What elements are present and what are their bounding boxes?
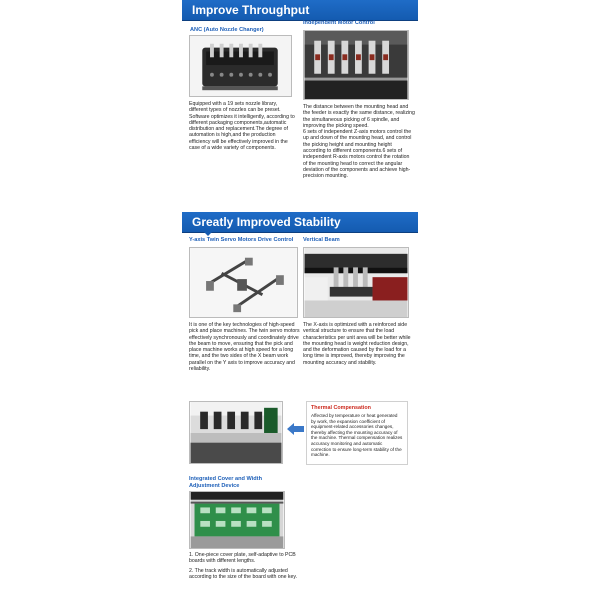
motor-control-image bbox=[303, 30, 409, 100]
thermal-compensation-callout bbox=[306, 401, 408, 465]
y-axis-description: It is one of the key technologies of high-speed pick and place machines. The twin servo motors effectively synchronously and coordinately drive the beam to move, ensuring that the pick and place machine works at high speed for a long time, and the two sides of the X beam work parallel on the Y axis to improve accuracy and reliability. bbox=[189, 322, 300, 373]
y-axis-image bbox=[189, 247, 298, 318]
vertical-beam-description: The X-axis is optimized with a reinforced side vertical structure to ensure that the load characteristics per unit area will be better while the mounting head is weight reduction design, and the deformation caused by the load for a long time is improved, thereby improving the mounting accuracy and stability. bbox=[303, 322, 411, 366]
content-column bbox=[182, 0, 418, 600]
motor-control-description: The distance between the mounting head and the feeder is exactly the same distance, realizing the simultaneous picking of 6 spindle, and improving the picking speed. 6 sets of independent Z-axis motors control the up and down of the mounting head, and control the picking height and mounting height according to different components.6 sets of independent R-axis motors control the rotation of the mounting head to correct the angular deviation of the components and achieve high-precision mounting. bbox=[303, 104, 415, 180]
cover-caption-line2: Adjustment Device bbox=[189, 483, 240, 489]
section2-banner-tip bbox=[204, 232, 212, 236]
thermal-image bbox=[189, 401, 283, 464]
anc-caption: ANC (Auto Nozzle Changer) bbox=[190, 27, 264, 33]
section1-banner bbox=[182, 0, 418, 20]
cover-description-1: 1. One-piece cover plate, self-adaptive to PCB boards with different lengths. bbox=[189, 552, 296, 565]
section2-title: Greatly Improved Stability bbox=[192, 215, 341, 229]
motor-control-caption: Independent Motor Control bbox=[303, 20, 375, 26]
thermal-title: Thermal Compensation bbox=[311, 405, 371, 411]
cover-description-2: 2. The track width is automatically adjusted according to the size of the board with one key. bbox=[189, 568, 298, 581]
cover-caption-line1: Integrated Cover and Width bbox=[189, 476, 262, 482]
y-axis-caption: Y-axis Twin Servo Motors Drive Control bbox=[189, 237, 294, 243]
anc-image bbox=[189, 35, 292, 97]
left-arrow-icon bbox=[287, 423, 304, 435]
cover-image bbox=[189, 491, 285, 549]
thermal-description: Affected by temperature or heat generated by work, the expansion coefficient of equipment-related accessories changes, thereby affecting the mounting accuracy of the machine. Thermal compensation realizes accuracy monitoring and automatic correction to ensure long-term stability of the machine. bbox=[311, 413, 403, 458]
vertical-beam-image bbox=[303, 247, 409, 318]
section1-title: Improve Throughput bbox=[192, 3, 310, 17]
section2-banner bbox=[182, 212, 418, 232]
vertical-beam-caption: Vertical Beam bbox=[303, 237, 340, 243]
anc-description: Equipped with a 19 sets nozzle library, different types of nozzles can be preset. Software optimizes it intelligently, according to different packaging components,automatic distribution and replacement.The degree of automation is high,and the production efficiency will be effectively improved in the case of a wide variety of components. bbox=[189, 101, 295, 152]
